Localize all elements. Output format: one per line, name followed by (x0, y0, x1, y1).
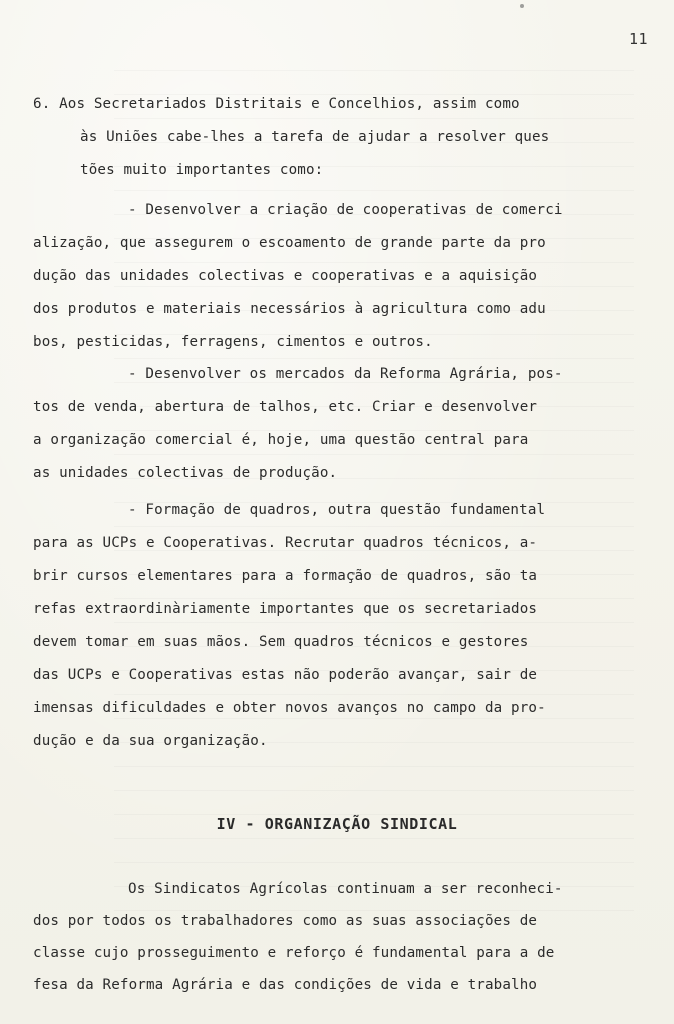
text-line: - Desenvolver a criação de cooperativas de comerci (128, 202, 563, 218)
text-line: - Formação de quadros, outra questão fundamental (128, 502, 546, 518)
paragraph-sindicatos (33, 873, 648, 1001)
text-line: dução e da sua organização. (33, 733, 268, 749)
page-number: 11 (628, 30, 648, 48)
bullet-mercados (33, 358, 648, 490)
text-line: refas extraordinàriamente importantes que os secretariados (33, 601, 538, 617)
text-line: devem tomar em suas mãos. Sem quadros técnicos e gestores (33, 634, 529, 650)
paragraph-item-6 (33, 88, 648, 187)
text-line: fesa da Reforma Agrária e das condições de vida e trabalho (33, 977, 538, 993)
text-line: das UCPs e Cooperativas estas não poderão avançar, sair de (33, 667, 538, 683)
text-line: dução das unidades colectivas e cooperativas e a aquisição (33, 268, 538, 284)
text-line: às Uniões cabe-lhes a tarefa de ajudar a resolver ques (80, 129, 550, 145)
text-line: a organização comercial é, hoje, uma questão central para (33, 432, 529, 448)
text-line: 6. Aos Secretariados Distritais e Concelhios, assim como (33, 96, 520, 112)
text-line: Os Sindicatos Agrícolas continuam a ser reconheci- (128, 881, 563, 897)
bullet-cooperativas (33, 194, 648, 359)
text-line: dos por todos os trabalhadores como as suas associações de (33, 913, 538, 929)
section-heading: IV - ORGANIZAÇÃO SINDICAL (216, 815, 458, 833)
bullet-formacao-quadros (33, 494, 648, 758)
text-line: alização, que assegurem o escoamento de grande parte da pro (33, 235, 546, 251)
text-line: tões muito importantes como: (80, 162, 324, 178)
text-line: brir cursos elementares para a formação de quadros, são ta (33, 568, 538, 584)
text-line: as unidades colectivas de produção. (33, 465, 338, 481)
text-line: classe cujo prosseguimento e reforço é fundamental para a de (33, 945, 555, 961)
text-line: - Desenvolver os mercados da Reforma Agrária, pos- (128, 366, 563, 382)
text-line: bos, pesticidas, ferragens, cimentos e outros. (33, 334, 433, 350)
text-line: tos de venda, abertura de talhos, etc. Criar e desenvolver (33, 399, 538, 415)
text-line: para as UCPs e Cooperativas. Recrutar quadros técnicos, a- (33, 535, 538, 551)
text-line: imensas dificuldades e obter novos avanços no campo da pro- (33, 700, 546, 716)
paper-speck (520, 4, 524, 8)
text-line: dos produtos e materiais necessários à agricultura como adu (33, 301, 546, 317)
